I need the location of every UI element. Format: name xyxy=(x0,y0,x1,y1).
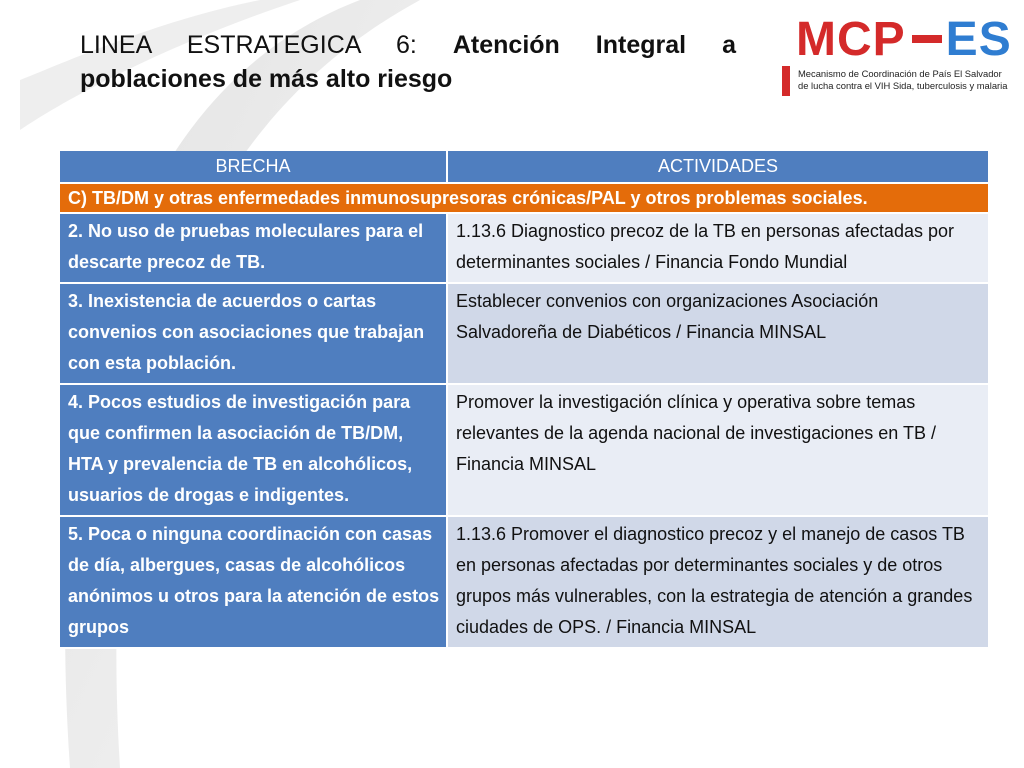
section-title: C) TB/DM y otras enfermedades inmunosupresoras crónicas/PAL y otros problemas sociales. xyxy=(60,184,988,214)
header-brecha: BRECHA xyxy=(60,151,448,184)
activity-cell: Promover la investigación clínica y operativa sobre temas relevantes de la agenda nacional de investigaciones en TB / Financia MINSAL xyxy=(448,385,988,517)
gap-cell: 4. Pocos estudios de investigación para que confirmen la asociación de TB/DM, HTA y prevalencia de TB en alcohólicos, usuarios de drogas e indigentes. xyxy=(60,385,448,517)
table-header-row xyxy=(60,151,988,184)
mcp-es-logo xyxy=(782,14,1012,94)
gap-cell: 3. Inexistencia de acuerdos o cartas convenios con asociaciones que trabajan con esta población. xyxy=(60,284,448,385)
logo-wordmark xyxy=(796,14,1012,66)
slide-title-prefix: LINEA ESTRATEGICA 6: xyxy=(80,31,453,59)
logo-dash xyxy=(912,35,942,43)
slide-title-bold: Atención Integral a poblaciones de más alto riesgo xyxy=(80,31,736,93)
gap-cell: 5. Poca o ninguna coordinación con casas de día, albergues, casas de alcohólicos anónimos u otros para la atención de estos grupos xyxy=(60,517,448,649)
table-row xyxy=(60,385,988,517)
logo-red-rule xyxy=(782,66,790,96)
logo-subtitle-line2: de lucha contra el VIH Sida, tuberculosis y malaria xyxy=(798,79,1008,91)
strategy-table xyxy=(60,151,988,649)
activity-cell: 1.13.6 Promover el diagnostico precoz y el manejo de casos TB en personas afectadas por determinantes sociales y de otros grupos más vulnerables, con la estrategia de atención a grandes ciudades de OPS. / Financia MINSAL xyxy=(448,517,988,649)
table-row xyxy=(60,284,988,385)
logo-mark-mcp: MCP xyxy=(796,13,906,66)
gap-cell: 2. No uso de pruebas moleculares para el descarte precoz de TB. xyxy=(60,214,448,284)
logo-mark-es: ES xyxy=(945,13,1012,66)
logo-subtitle-line1: Mecanismo de Coordinación de País El Salvador xyxy=(798,68,1002,79)
logo-subtitle xyxy=(798,68,1018,91)
activity-cell: Establecer convenios con organizaciones Asociación Salvadoreña de Diabéticos / Financia MINSAL xyxy=(448,284,988,385)
header-actividades: ACTIVIDADES xyxy=(448,151,988,184)
section-row xyxy=(60,184,988,214)
activity-cell: 1.13.6 Diagnostico precoz de la TB en personas afectadas por determinantes sociales / Financia Fondo Mundial xyxy=(448,214,988,284)
slide-title xyxy=(80,28,736,96)
table-row xyxy=(60,517,988,649)
table-row xyxy=(60,214,988,284)
